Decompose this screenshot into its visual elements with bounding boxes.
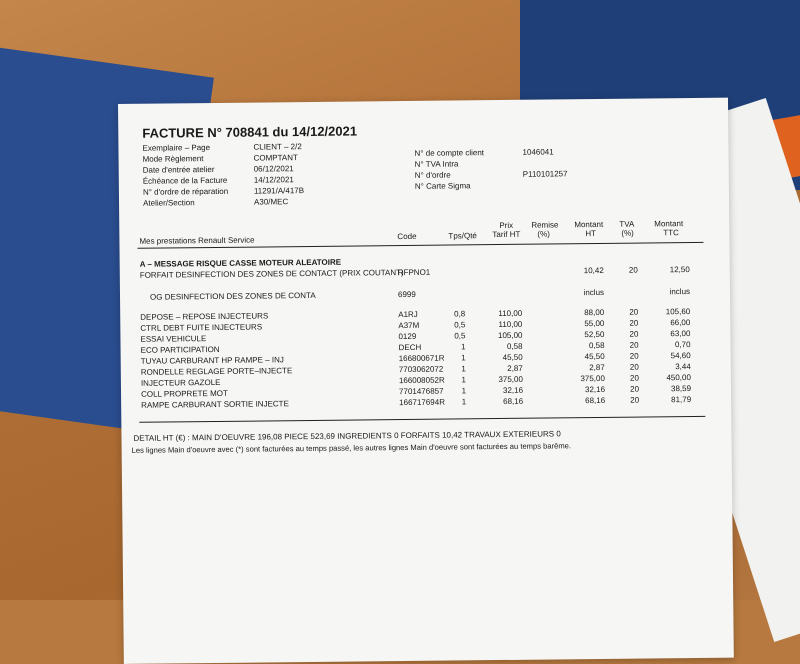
cell-ht: 0,58	[588, 340, 605, 351]
cell-code: A37M	[398, 320, 420, 331]
cell-price: 0,58	[506, 341, 523, 351]
section-title: A – MESSAGE RISQUE CASSE MOTEUR ALEATOIRE	[139, 257, 342, 269]
meta-label: N° TVA Intra	[414, 159, 459, 169]
cell-code: 166008052R	[398, 375, 445, 386]
cell-qty: 0,5	[454, 331, 466, 341]
cell-desc: INJECTEUR GAZOLE	[140, 377, 221, 388]
detail-ht: DETAIL HT (€) : MAIN D'OEUVRE 196,08 PIECE 523,69 INGREDIENTS 0 FORFAITS 10,42 TRAVAUX EXTERIEURS 0	[133, 429, 561, 443]
cell-ttc: 66,00	[670, 318, 691, 328]
cell-code: 166717694R	[399, 397, 446, 408]
cell-price: 110,00	[498, 319, 523, 330]
cell-desc: OG DESINFECTION DES ZONES DE CONTA	[149, 290, 316, 302]
col-header-price: Tarif HT	[492, 229, 521, 240]
cell-desc: ESSAI VEHICULE	[140, 334, 207, 344]
cell-code: RFPNO1	[397, 267, 431, 278]
cell-price: 105,00	[497, 330, 523, 341]
cell-tva: 20	[629, 373, 639, 383]
cell-code: 0129	[398, 331, 417, 342]
cell-ttc: 105,60	[665, 307, 691, 317]
cell-desc: CTRL DEBT FUITE INJECTEURS	[140, 322, 263, 333]
cell-ttc: 450,00	[666, 373, 691, 383]
meta-value: CLIENT – 2/2	[253, 142, 302, 152]
col-header-ht: HT	[585, 229, 597, 239]
cell-qty: 1	[461, 364, 466, 374]
cell-ttc: 38,59	[670, 384, 692, 394]
meta-value: 1046041	[522, 147, 554, 157]
invoice-paper	[118, 98, 734, 664]
cell-desc: DEPOSE – REPOSE INJECTEURS	[140, 311, 269, 322]
cell-desc: COLL PROPRETE MOT	[140, 388, 228, 399]
col-header-tva: TVA	[619, 219, 635, 229]
cell-desc: TUYAU CARBURANT HP RAMPE – INJ	[140, 355, 284, 366]
meta-label: Mode Règlement	[142, 154, 204, 164]
cell-qty: 0,8	[454, 309, 466, 319]
cell-ttc: 54,60	[670, 351, 691, 361]
cell-ht: 88,00	[584, 307, 605, 318]
meta-value: 14/12/2021	[253, 175, 294, 185]
footer-divider	[139, 416, 705, 423]
cell-ht: 55,00	[584, 318, 605, 329]
cell-ht: 2,87	[589, 362, 605, 373]
cell-desc: ECO PARTICIPATION	[140, 344, 220, 355]
cell-price: 32,16	[502, 385, 524, 395]
cell-ttc: inclus	[669, 287, 691, 297]
cell-ht: 52,50	[584, 329, 605, 340]
meta-value: 06/12/2021	[253, 164, 294, 174]
cell-ht: 45,50	[584, 351, 605, 362]
cell-tva: 20	[630, 395, 640, 405]
cell-ht: 10,42	[583, 265, 604, 276]
meta-label: N° de compte client	[414, 148, 485, 158]
col-header-price: Prix	[499, 220, 514, 231]
cell-desc: RONDELLE REGLAGE PORTE–INJECTE	[140, 366, 293, 377]
meta-label: N° Carte Sigma	[414, 181, 471, 191]
col-header-qty: Tps/Qté	[448, 231, 477, 241]
cell-price: 68,16	[503, 396, 524, 406]
cell-code: 6999	[397, 289, 416, 300]
meta-label: Atelier/Section	[142, 198, 195, 208]
cell-tva: 20	[629, 340, 639, 350]
cell-tva: 20	[629, 329, 639, 339]
col-header-code: Code	[397, 231, 417, 242]
cell-code: 166800671R	[398, 353, 445, 364]
col-header-tva: (%)	[621, 228, 634, 238]
col-header-ttc: TTC	[663, 228, 679, 238]
cell-ht: 68,16	[585, 395, 606, 406]
col-header-desc: Mes prestations Renault Service	[139, 235, 255, 246]
meta-value: COMPTANT	[253, 153, 298, 163]
cell-qty: 1	[461, 375, 466, 385]
cell-code: DECH	[398, 342, 422, 353]
cell-price: 45,50	[502, 352, 523, 362]
cell-tva: 20	[630, 384, 640, 394]
cell-tva: 20	[629, 318, 639, 328]
meta-label: N° d'ordre	[414, 170, 451, 180]
cell-desc: RAMPE CARBURANT SORTIE INJECTE	[141, 399, 289, 410]
meta-value: P110101257	[522, 169, 568, 179]
cell-tva: 20	[628, 265, 638, 275]
cell-qty: 1	[461, 386, 467, 396]
meta-value: 11291/A/417B	[253, 186, 305, 196]
cell-code: A1RJ	[398, 309, 418, 320]
cell-ht: 375,00	[580, 373, 605, 384]
cell-price: 2,87	[507, 363, 523, 373]
cell-qty: 1	[461, 397, 467, 407]
cell-ttc: 12,50	[669, 265, 690, 275]
meta-label: Date d'entrée atelier	[142, 164, 215, 175]
meta-label: N° d'ordre de réparation	[142, 186, 229, 197]
cell-ttc: 0,70	[674, 340, 691, 350]
cell-ht: 32,16	[584, 384, 606, 395]
meta-label: Échéance de la Facture	[142, 175, 228, 186]
meta-label: Exemplaire – Page	[142, 143, 211, 153]
cell-code: 7701476857	[398, 386, 444, 397]
cell-tva: 20	[629, 362, 639, 372]
footer-note: Les lignes Main d'oeuvre avec (*) sont facturées au temps passé, les autres lignes Main d'oeuvre sont facturées au temps barême.	[131, 441, 572, 455]
col-header-remise: Remise	[531, 220, 559, 230]
cell-tva: 20	[629, 351, 639, 361]
cell-qty: 0,5	[454, 320, 466, 330]
cell-tva: 20	[629, 307, 639, 317]
col-header-ht: Montant	[574, 219, 604, 230]
cell-code: 7703062072	[398, 364, 444, 375]
cell-qty: 1	[461, 353, 466, 363]
invoice-title: FACTURE N° 708841 du 14/12/2021	[142, 123, 358, 141]
meta-value: A30/MEC	[253, 197, 289, 207]
cell-price: 110,00	[498, 308, 523, 319]
cell-ttc: 81,79	[671, 395, 692, 405]
cell-desc: FORFAIT DESINFECTION DES ZONES DE CONTACT (PRIX COUTANT)	[139, 268, 404, 280]
cell-ttc: 63,00	[670, 329, 691, 339]
col-header-remise: (%)	[537, 229, 550, 239]
cell-price: 375,00	[498, 374, 523, 385]
col-header-ttc: Montant	[654, 219, 684, 229]
cell-ht: inclus	[583, 287, 605, 298]
cell-qty: 1	[461, 342, 466, 352]
cell-ttc: 3,44	[675, 362, 691, 372]
